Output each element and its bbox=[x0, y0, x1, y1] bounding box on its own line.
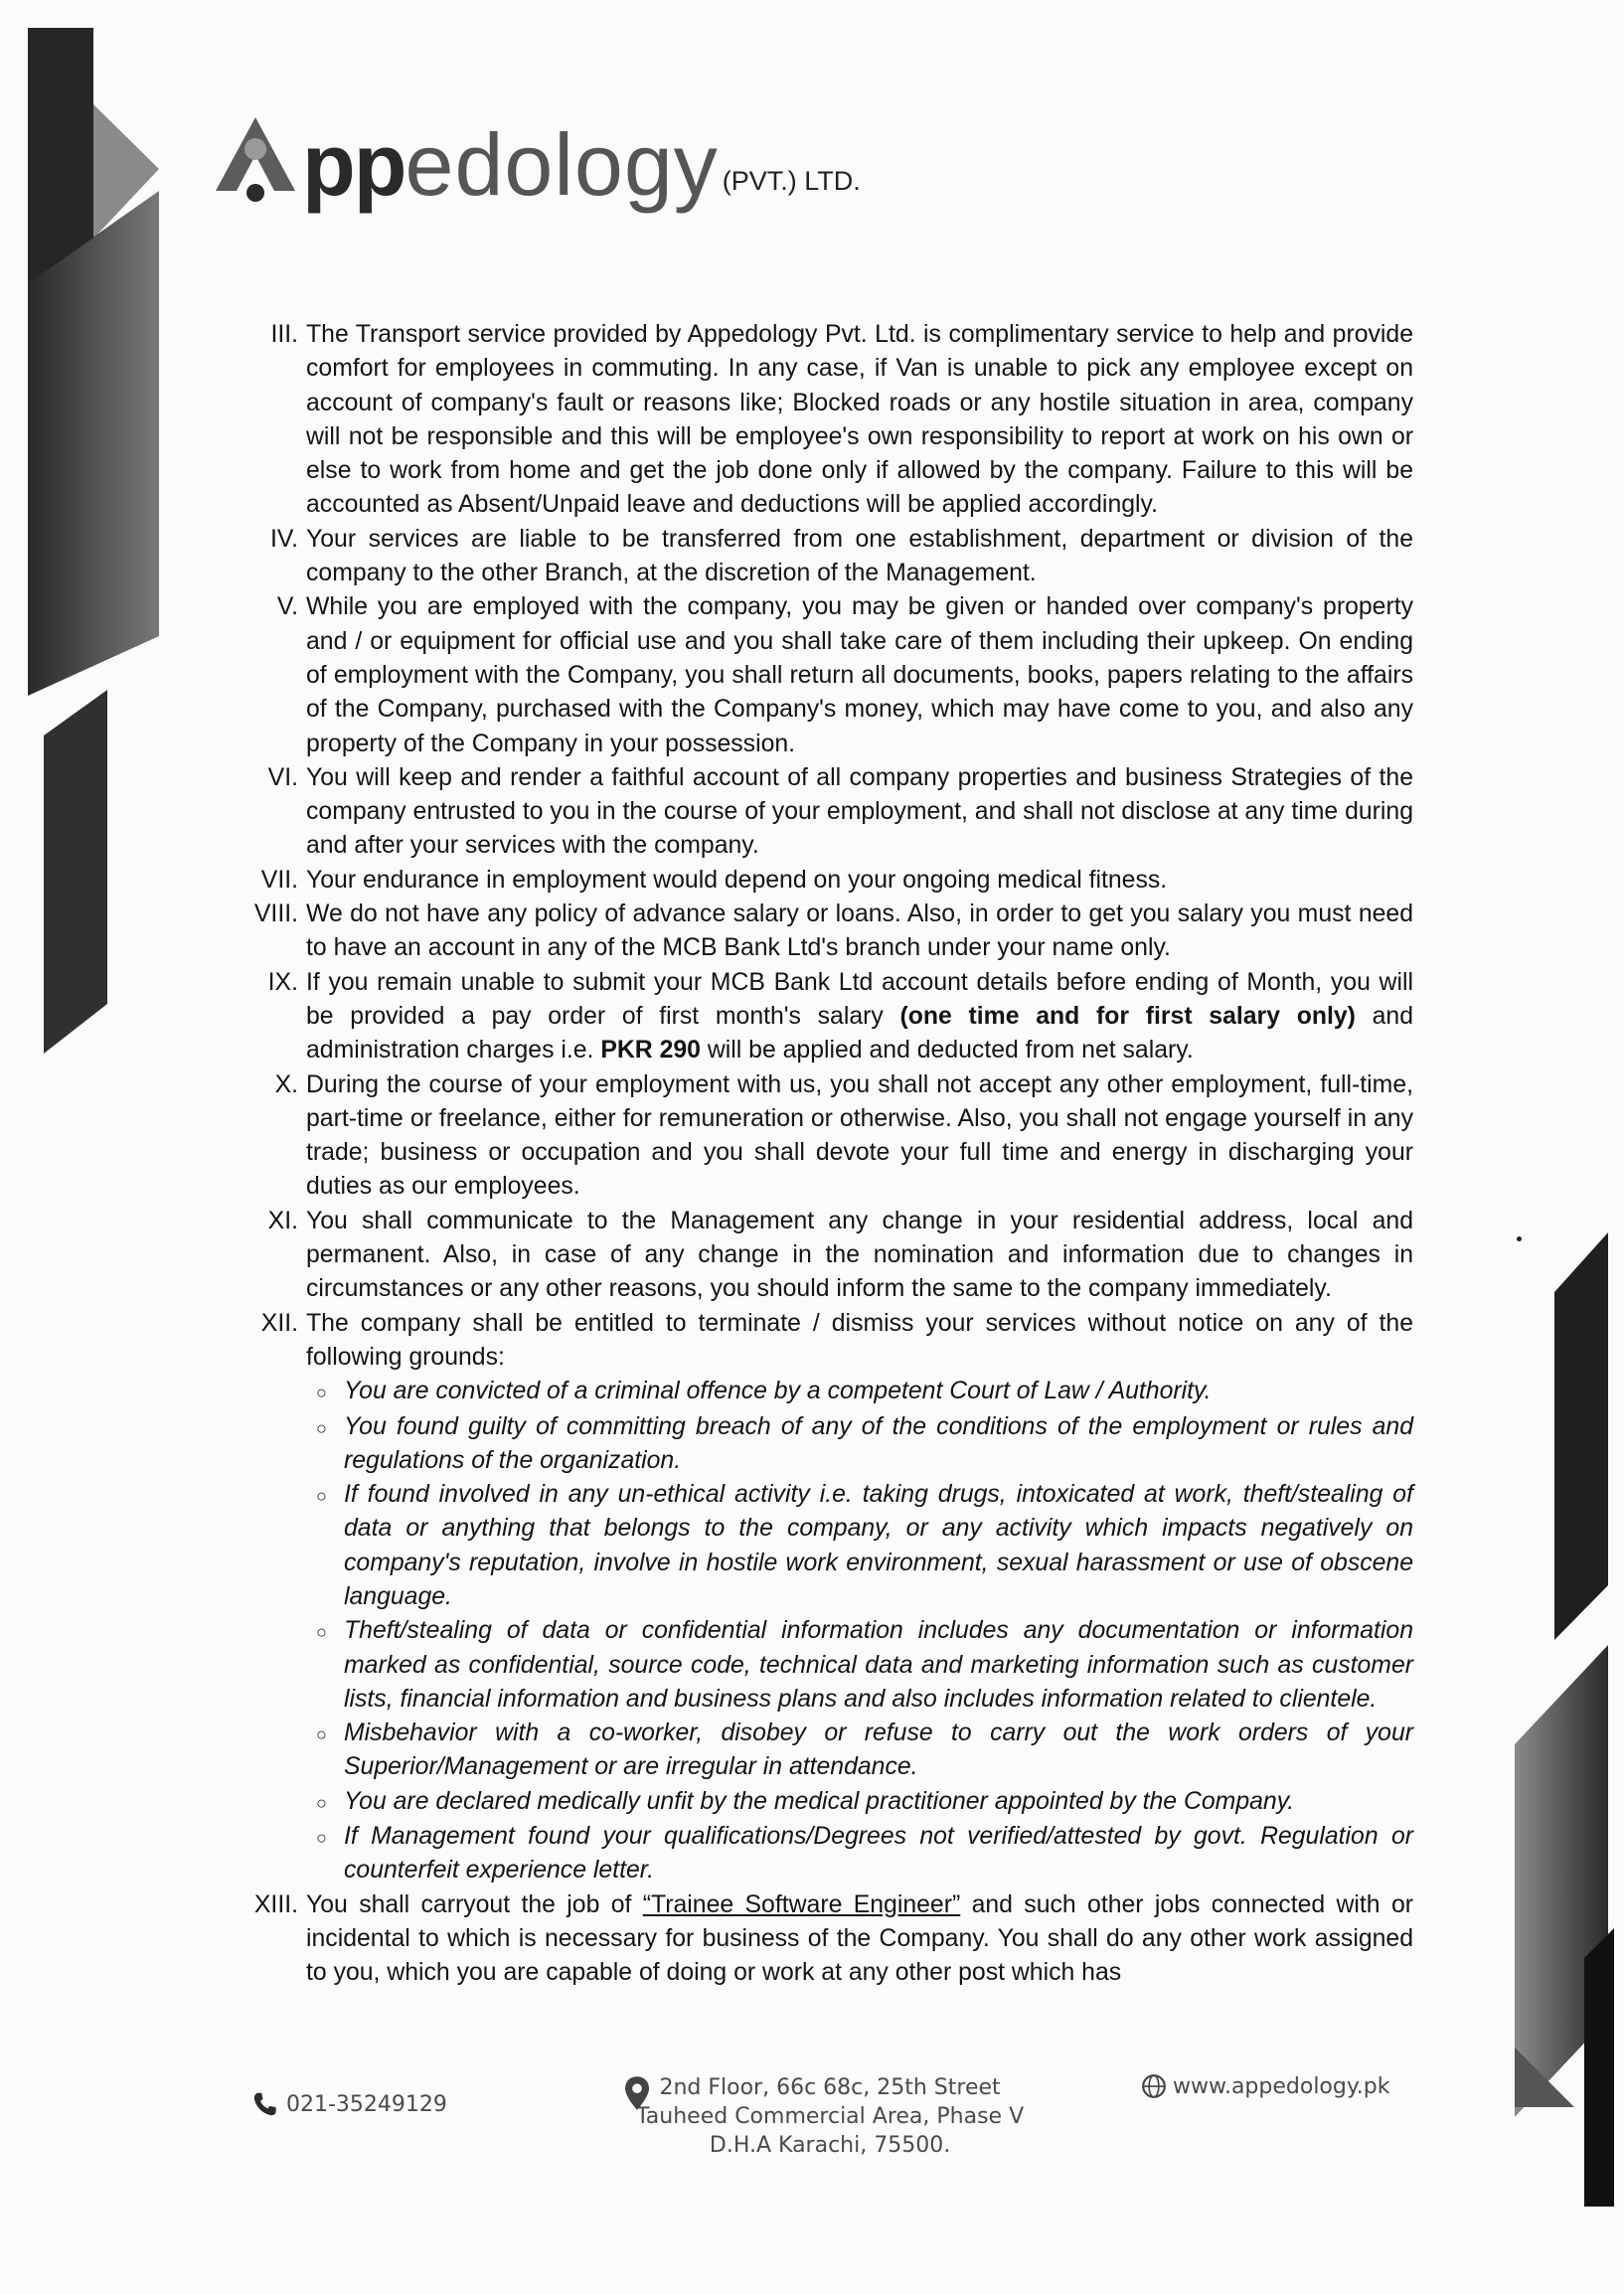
clause-text: The Transport service provided by Appedology Pvt. Ltd. is complimentary service to help and provide comfort for employees in commuting. In any case, if Van is unable to pick any employee except on account of company's fault or reasons like; Blocked roads or any hostile situation in area, company will not be responsible and this will be employee's own responsibility to report at work on his own or else to work from home and get the job done only if allowed by the company. Failure to this will be accounted as Absent/Unpaid leave and deductions will be applied accordingly. bbox=[306, 321, 1413, 519]
clause-number: XI. bbox=[267, 1207, 298, 1234]
clause-xi bbox=[239, 1205, 1413, 1307]
clause-iii bbox=[239, 318, 1413, 523]
location-pin-icon bbox=[622, 2075, 652, 2111]
logo-suffix: (PVT.) LTD. bbox=[722, 166, 861, 196]
termination-grounds-list bbox=[239, 1375, 1413, 1887]
logo-a-mark-icon bbox=[211, 109, 300, 209]
clause-number: XIII. bbox=[253, 1890, 298, 1918]
bullet-icon: ○ bbox=[316, 1828, 327, 1849]
clause-x bbox=[239, 1068, 1413, 1205]
left-decorative-ribbon bbox=[0, 0, 179, 1093]
clause-number: XII. bbox=[260, 1309, 298, 1337]
company-logo bbox=[211, 99, 861, 214]
bullet-icon: ○ bbox=[316, 1792, 327, 1813]
bullet-icon: ○ bbox=[316, 1486, 327, 1507]
clause-iv bbox=[239, 523, 1413, 591]
address-line: 2nd Floor, 66c 68c, 25th Street bbox=[659, 2075, 1001, 2100]
clause-text: The company shall be entitled to terminate / dismiss your services without notice on any of the following grounds: bbox=[306, 1309, 1413, 1371]
phone-number: 021-35249129 bbox=[286, 2091, 447, 2117]
bullet-icon: ○ bbox=[316, 1417, 327, 1438]
clause-number: X. bbox=[274, 1070, 298, 1098]
clause-text: While you are employed with the company, you may be given or handed over company's property and / or equipment for official use and you shall take care of them including their upkeep. On ending of employment with the Company, you shall return all documents, books, papers relating to the affairs of the Company, purchased with the Company's money, which may have come to you, and also any property of the Company in your possession. bbox=[306, 593, 1413, 757]
clause-number: III. bbox=[270, 321, 298, 348]
clause-xii bbox=[239, 1307, 1413, 1376]
clause-text: You will keep and render a faithful account of all company properties and business Strategies of the company entrusted to you in the course of your employment, and shall not disclose at any time during and after your services with the company. bbox=[306, 763, 1413, 860]
clause-text: You shall carryout the job of “Trainee Software Engineer” and such other jobs connected with or incidental to which is necessary for business of the Company. You shall do any other work assigned to you, which you are capable of doing or work at any other post which has bbox=[306, 1890, 1413, 1987]
list-item: ○ Misbehavior with a co-worker, disobey or refuse to carry out the work orders of your Superior/Management or are irregular in attendance. bbox=[316, 1717, 1413, 1785]
clause-number: V. bbox=[276, 593, 298, 621]
clause-text: Your services are liable to be transferred from one establishment, department or division of the company to the other Branch, at the discretion of the Management. bbox=[306, 525, 1413, 587]
clause-number: VI. bbox=[267, 763, 298, 791]
footer-website bbox=[1141, 2073, 1389, 2099]
website-link[interactable]: www.appedology.pk bbox=[1173, 2073, 1390, 2099]
logo-text-bold: pp bbox=[302, 115, 406, 214]
bullet-icon: ○ bbox=[316, 1724, 327, 1745]
bullet-icon: ○ bbox=[316, 1383, 327, 1403]
clause-xiii bbox=[239, 1888, 1413, 1991]
clause-text: We do not have any policy of advance salary or loans. Also, in order to get you salary you must need to have an account in any of the MCB Bank Ltd's branch under your name only. bbox=[306, 901, 1413, 962]
list-item: ○ You found guilty of committing breach of any of the conditions of the employment or rules and regulations of the organization. bbox=[316, 1410, 1413, 1479]
bullet-icon: ○ bbox=[316, 1622, 327, 1643]
footer-address bbox=[636, 2073, 1024, 2160]
clause-number: VII. bbox=[260, 866, 298, 894]
list-item: ○ You are convicted of a criminal offence by a competent Court of Law / Authority. bbox=[316, 1375, 1413, 1409]
clause-vi bbox=[239, 761, 1413, 864]
clause-text: If you remain unable to submit your MCB Bank Ltd account details before ending of Month, you will be provided a pay order of first month's salary (one time and for first salary only) and administration charges i.e. PKR 290 will be applied and deducted from net salary. bbox=[306, 968, 1414, 1065]
clause-text: During the course of your employment with us, you shall not accept any other employment, full-time, part-time or freelance, either for remuneration or otherwise. Also, you shall not engage yourself in any trade; business or occupation and you shall devote your full time and energy in discharging your duties as our employees. bbox=[306, 1070, 1413, 1201]
clause-number: VIII. bbox=[253, 901, 298, 928]
clause-vii bbox=[239, 864, 1413, 898]
clause-viii bbox=[239, 898, 1413, 966]
address-line: Tauheed Commercial Area, Phase V bbox=[636, 2104, 1025, 2129]
address-line: D.H.A Karachi, 75500. bbox=[709, 2133, 951, 2158]
letter-body bbox=[239, 318, 1413, 1991]
logo-text-light: edology bbox=[405, 115, 719, 214]
list-item: ○ If Management found your qualifications/Degrees not verified/attested by govt. Regulation or counterfeit experience letter. bbox=[316, 1820, 1413, 1888]
globe-icon bbox=[1141, 2073, 1167, 2099]
clause-number: IV. bbox=[269, 525, 298, 553]
admin-charge-amount: PKR 290 bbox=[600, 1037, 701, 1065]
page-footer bbox=[0, 2071, 1624, 2181]
job-title: “Trainee Software Engineer” bbox=[642, 1890, 961, 1918]
clause-text: Your endurance in employment would depend on your ongoing medical fitness. bbox=[306, 866, 1168, 894]
clause-v bbox=[239, 590, 1413, 760]
speck-mark bbox=[1517, 1236, 1522, 1241]
right-decorative-ribbon bbox=[1485, 1232, 1624, 2207]
clause-number: IX. bbox=[267, 968, 298, 996]
first-salary-note: (one time and for first salary only) bbox=[899, 1002, 1356, 1030]
list-item: ○ You are declared medically unfit by the medical practitioner appointed by the Company. bbox=[316, 1785, 1413, 1820]
footer-phone bbox=[250, 2089, 447, 2119]
clause-text: You shall communicate to the Management any change in your residential address, local and permanent. Also, in case of any change in the nomination and information due to changes in circumstances or any other reasons, you should inform the same to the company immediately. bbox=[306, 1207, 1413, 1303]
clause-ix bbox=[239, 966, 1413, 1068]
list-item: ○ Theft/stealing of data or confidential information includes any documentation or information marked as confidential, source code, technical data and marketing information such as customer lists, financial information and business plans and also includes information related to clientele. bbox=[316, 1614, 1413, 1717]
list-item: ○ If found involved in any un-ethical activity i.e. taking drugs, intoxicated at work, theft/stealing of data or anything that belongs to the company, or any activity which impacts negatively on company's reputation, involve in hostile work environment, sexual harassment or use of obscene language. bbox=[316, 1478, 1413, 1614]
phone-icon bbox=[250, 2089, 280, 2119]
